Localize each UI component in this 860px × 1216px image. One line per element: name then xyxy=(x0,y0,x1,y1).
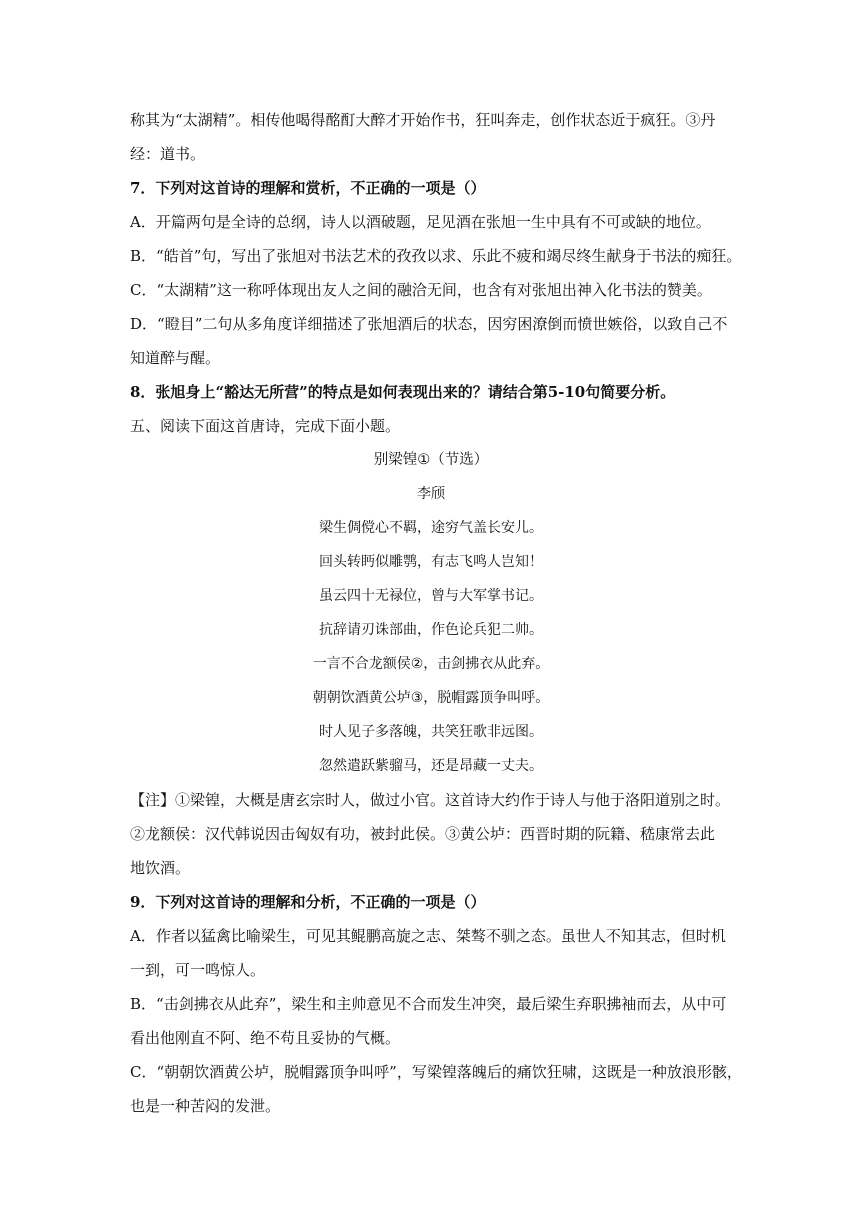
poem-line: 回头转眄似雕鹗，有志飞鸣人岂知！ xyxy=(319,554,543,570)
intro-line-1: 称其为“太湖精”。相传他喝得酩酊大醉才开始作书，狂叫奔走，创作状态近于疯狂。③丹 xyxy=(130,111,716,129)
poem-line: 时人见子多落魄，共笑狂歌非远图。 xyxy=(319,724,543,740)
question-8: 8．张旭身上“豁达无所营”的特点是如何表现出来的？请结合第5-10句简要分析。 xyxy=(130,383,676,401)
poem-line: 抗辞请刃诛部曲，作色论兵犯二帅。 xyxy=(319,622,543,638)
poem-author: 李颀 xyxy=(417,486,445,502)
poem-line: 忽然遣跃紫骝马，还是昂藏一丈夫。 xyxy=(319,758,543,774)
question-7-option-d-line-2: 知道醉与醒。 xyxy=(130,349,221,367)
question-7-option-c: C．“太湖精”这一称呼体现出友人之间的融洽无间，也含有对张旭出神入化书法的赞美。 xyxy=(130,281,712,299)
question-9-stem: 9．下列对这首诗的理解和分析，不正确的一项是（） xyxy=(130,893,486,911)
notes-line-3: 地饮酒。 xyxy=(130,859,191,877)
section-5-heading: 五、阅读下面这首唐诗，完成下面小题。 xyxy=(130,417,401,435)
question-7-option-d-line-1: D．“瞪目”二句从多角度详细描述了张旭酒后的状态，因穷困潦倒而愤世嫉俗，以致自己不 xyxy=(130,315,728,333)
poem-line: 朝朝饮酒黄公垆③，脱帽露顶争叫呼。 xyxy=(312,690,550,706)
question-9-option-b-line-2: 看出他刚直不阿、绝不苟且妥协的气概。 xyxy=(130,1029,401,1047)
question-9-option-a-line-1: A．作者以猛禽比喻梁生，可见其鲲鹏高旋之志、桀骜不驯之态。虽世人不知其志，但时机 xyxy=(130,927,726,945)
question-9-option-a-line-2: 一到，可一鸣惊人。 xyxy=(130,961,266,979)
notes-line-1: 【注】①梁锽，大概是唐玄宗时人，做过小官。这首诗大约作于诗人与他于洛阳道别之时。 xyxy=(130,791,731,809)
poem-line: 一言不合龙额侯②，击剑拂衣从此弃。 xyxy=(312,656,550,672)
question-9-option-c-line-2: 也是一种苦闷的发泄。 xyxy=(130,1097,281,1115)
question-9-option-b-line-1: B．“击剑拂衣从此弃”，梁生和主帅意见不合而发生冲突，最后梁生弃职拂袖而去，从中可 xyxy=(130,995,727,1013)
poem-line: 梁生倜傥心不羁，途穷气盖长安儿。 xyxy=(319,520,543,536)
poem-line: 虽云四十无禄位，曾与大军掌书记。 xyxy=(319,588,543,604)
question-9-option-c-line-1: C．“朝朝饮酒黄公垆，脱帽露顶争叫呼”，写梁锽落魄后的痛饮狂啸，这既是一种放浪形骸， xyxy=(130,1063,742,1081)
intro-line-2: 经：道书。 xyxy=(130,145,206,163)
question-7-option-a: A．开篇两句是全诗的总纲，诗人以酒破题，足见酒在张旭一生中具有不可或缺的地位。 xyxy=(130,213,711,231)
notes-line-2: ②龙额侯：汉代韩说因击匈奴有功，被封此侯。③黄公垆：西晋时期的阮籍、嵇康常去此 xyxy=(130,825,716,843)
question-7-option-b: B．“皓首”句，写出了张旭对书法艺术的孜孜以求、乐此不疲和竭尽终生献身于书法的痴狂。 xyxy=(130,247,742,265)
poem-title: 别梁锽①（节选） xyxy=(373,452,489,468)
question-7-stem: 7．下列对这首诗的理解和赏析，不正确的一项是（） xyxy=(130,179,486,197)
